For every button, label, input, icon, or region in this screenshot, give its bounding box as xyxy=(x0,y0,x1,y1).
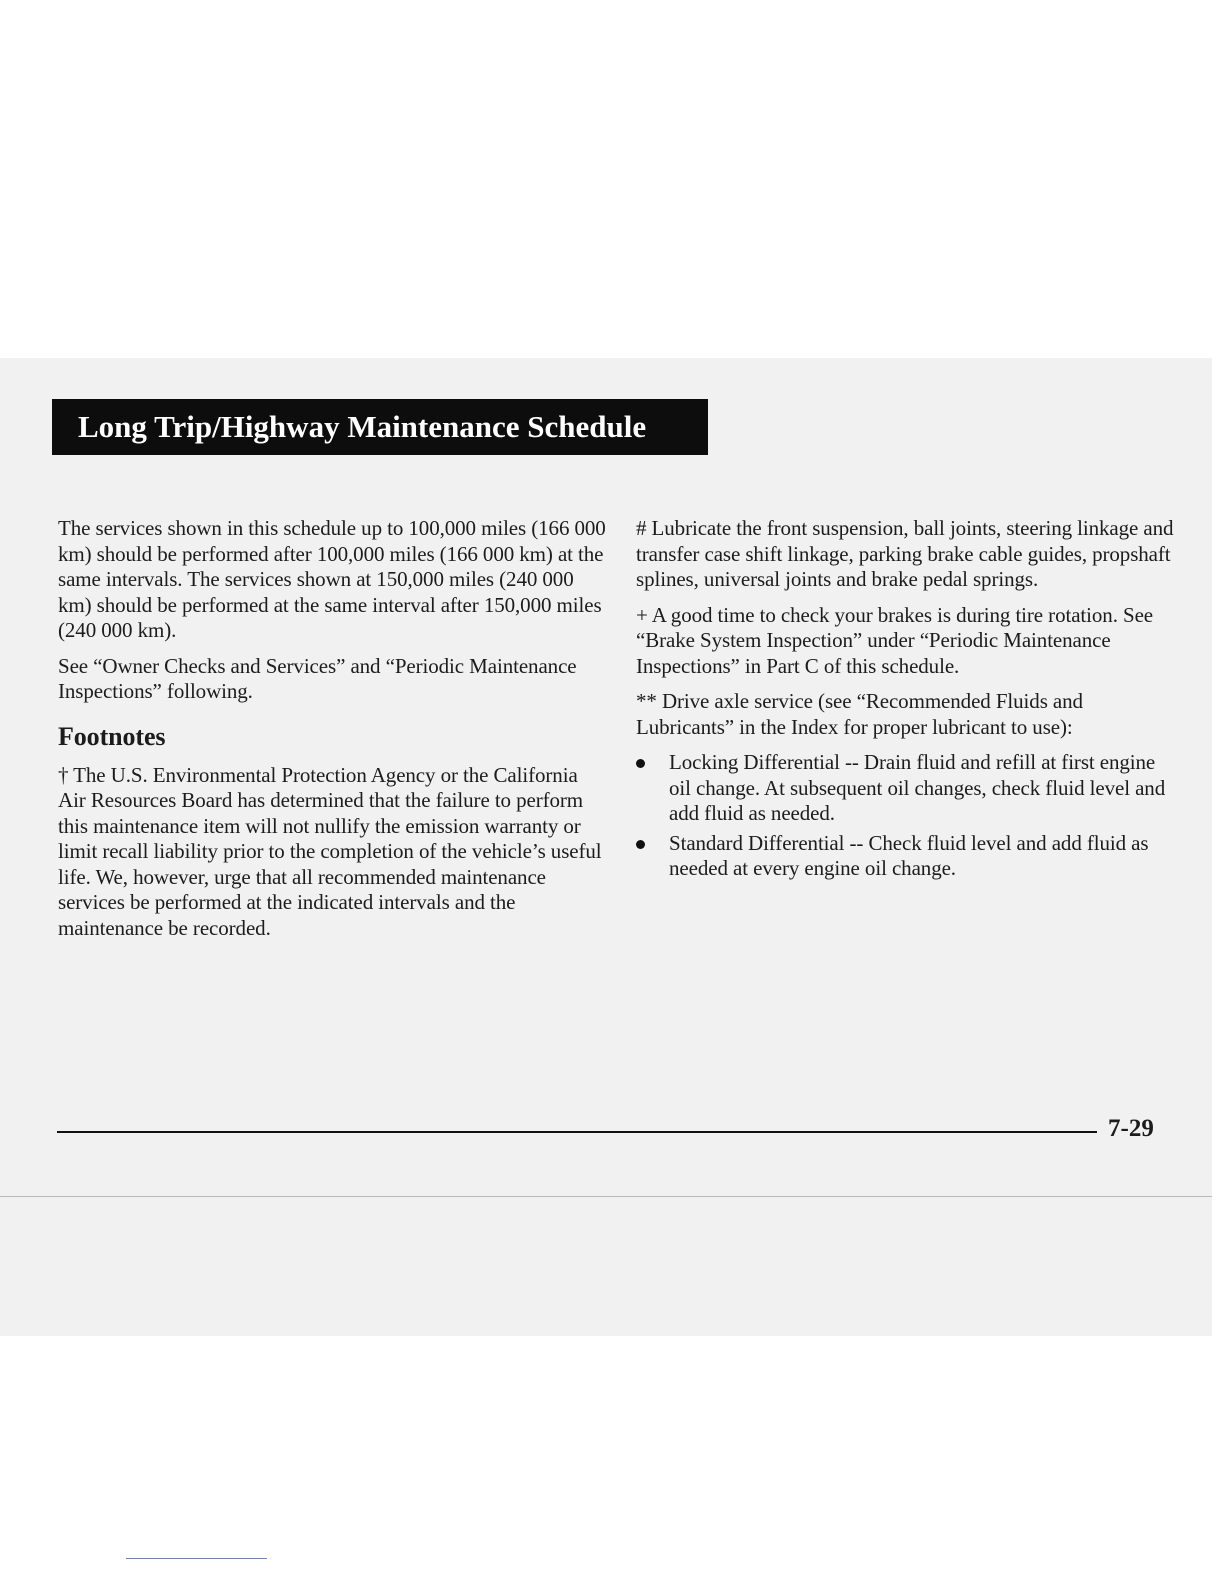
intro-paragraph: The services shown in this schedule up to 100,000 miles (166 000 km) should be performed after 100,000 miles (166 000 km) at the same intervals. The services shown at 150,000 miles (240 000 km) should be performed at the same interval after 150,000 miles (240 000 km). xyxy=(58,516,606,642)
page-title: Long Trip/Highway Maintenance Schedule xyxy=(52,399,708,455)
axle-service-list xyxy=(636,750,1180,882)
footer-rule xyxy=(57,1131,1097,1133)
hash-footnote: # Lubricate the front suspension, ball joints, steering linkage and transfer case shift linkage, parking brake cable guides, propshaft splines, universal joints and brake pedal springs. xyxy=(636,516,1174,591)
list-item xyxy=(636,750,1180,827)
bullet-icon xyxy=(636,759,645,768)
list-item-text: Standard Differential -- Check fluid level and add fluid as needed at every engine oil change. xyxy=(669,830,1149,880)
plus-footnote: + A good time to check your brakes is during tire rotation. See “Brake System Inspection” under “Periodic Maintenance Inspections” in Part C of this schedule. xyxy=(636,602,1154,678)
right-column xyxy=(636,516,1180,886)
page-number: 7-29 xyxy=(1108,1115,1154,1142)
left-column xyxy=(58,516,606,951)
scan-divider xyxy=(0,1196,1212,1197)
bullet-icon xyxy=(636,840,645,849)
list-item xyxy=(636,831,1180,882)
list-item-text: Locking Differential -- Drain fluid and refill at first engine oil change. At subsequent oil changes, check fluid level and add fluid as needed. xyxy=(669,750,1166,825)
footnotes-heading: Footnotes xyxy=(58,721,166,751)
double-star-footnote: ** Drive axle service (see “Recommended Fluids and Lubricants” in the Index for proper lubricant to use): xyxy=(636,689,1083,739)
dagger-footnote: † The U.S. Environmental Protection Agency or the California Air Resources Board has determined that the failure to perform this maintenance item will not nullify the emission warranty or limit recall liability prior to the completion of the vehicle’s useful life. We, however, urge that all recommended maintenance services be performed at the indicated intervals and the maintenance be recorded. xyxy=(58,762,602,940)
link-underline xyxy=(126,1558,267,1559)
see-also-paragraph: See “Owner Checks and Services” and “Periodic Maintenance Inspections” following. xyxy=(58,653,577,703)
